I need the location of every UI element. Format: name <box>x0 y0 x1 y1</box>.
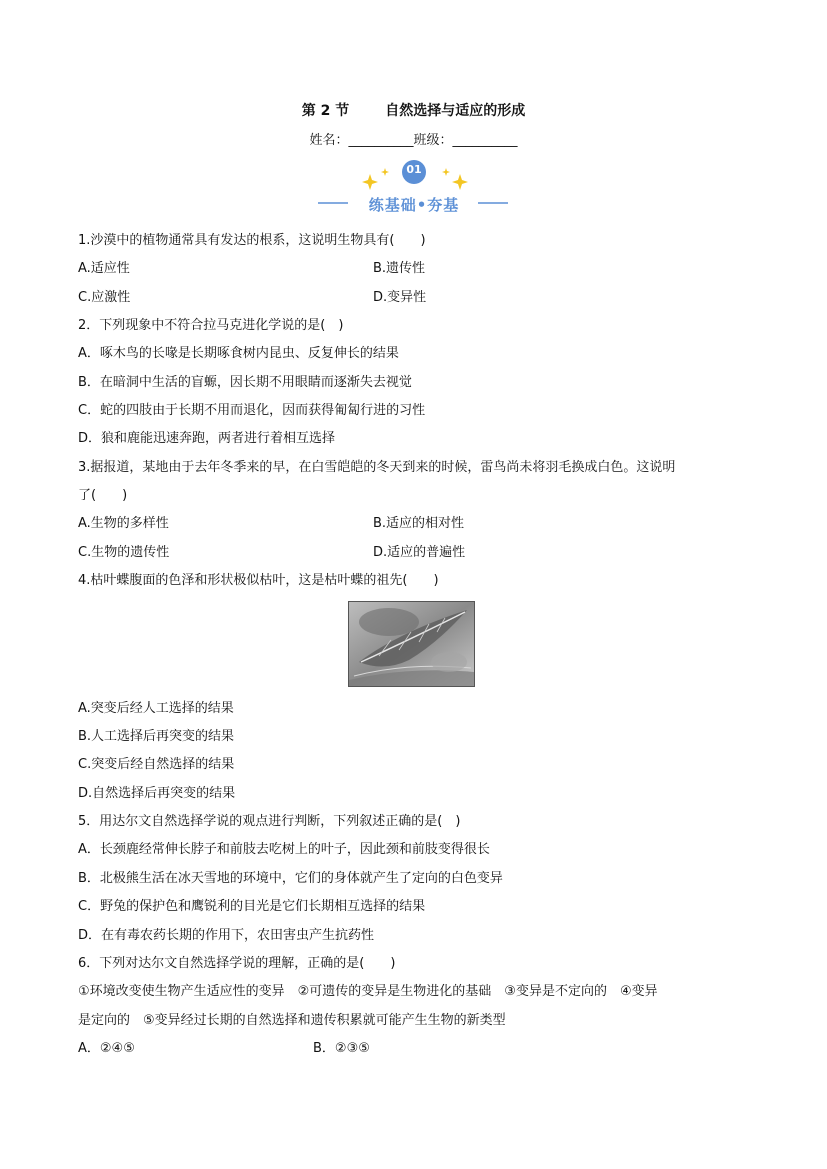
q5-option-d: D．在有毒农药长期的作用下，农田害虫产生抗药性 <box>78 928 375 943</box>
q3-option-a: A.生物的多样性 <box>78 516 169 531</box>
q2-option-c: C．蛇的四肢由于长期不用而退化，因而获得匍匐行进的习性 <box>78 403 426 418</box>
section-number: 第 2 节 <box>301 103 350 119</box>
q5-option-a: A．长颈鹿经常伸长脖子和前肢去吃树上的叶子，因此颈和前肢变得很长 <box>78 842 490 857</box>
q1-stem: 1.沙漠中的植物通常具有发达的根系，这说明生物具有( ) <box>78 233 426 248</box>
name-label: 姓名： <box>309 133 349 148</box>
q5-option-b: B．北极熊生活在冰天雪地的环境中，它们的身体就产生了定向的白色变异 <box>78 871 503 886</box>
q3-option-d: D.适应的普遍性 <box>373 545 466 560</box>
q3-stem-line1: 3.据报道，某地由于去年冬季来的早，在白雪皑皑的冬天到来的时候，雷鸟尚未将羽毛换成白色。这说明 <box>78 460 676 475</box>
section-banner <box>310 158 520 218</box>
q3-stem-line2: 了( ) <box>78 488 128 503</box>
q4-option-d: D.自然选择后再突变的结果 <box>78 786 236 801</box>
name-blank: __________ <box>348 133 414 148</box>
q6-option-a: A．②④⑤ <box>78 1041 135 1056</box>
name-class-line <box>0 129 827 148</box>
class-blank: __________ <box>452 133 518 148</box>
q1-option-c: C.应激性 <box>78 290 131 305</box>
class-label: 班级： <box>413 133 453 148</box>
q2-option-a: A．啄木鸟的长喙是长期啄食树内昆虫、反复伸长的结果 <box>78 346 399 361</box>
q5-option-c: C．野兔的保护色和鹰锐利的目光是它们长期相互选择的结果 <box>78 899 426 914</box>
dead-leaf-butterfly-photo <box>348 601 475 687</box>
q1-option-d: D.变异性 <box>373 290 427 305</box>
q3-option-b: B.适应的相对性 <box>373 516 465 531</box>
q6-stem: 6．下列对达尔文自然选择学说的理解，正确的是( ) <box>78 956 396 971</box>
q5-stem: 5．用达尔文自然选择学说的观点进行判断，下列叙述正确的是( ) <box>78 814 461 829</box>
leaf-illustration <box>349 602 474 686</box>
banner-number: 01 <box>406 163 422 176</box>
q2-option-b: B．在暗洞中生活的盲螈，因长期不用眼睛而逐渐失去视觉 <box>78 375 412 390</box>
q2-stem: 2．下列现象中不符合拉马克进化学说的是( ) <box>78 318 344 333</box>
q4-stem: 4.枯叶蝶腹面的色泽和形状极似枯叶，这是枯叶蝶的祖先( ) <box>78 573 439 588</box>
banner-text: 练基础•夯基 <box>368 196 460 214</box>
q1-option-b: B.遗传性 <box>373 261 426 276</box>
page-title <box>0 100 827 120</box>
q3-option-c: C.生物的遗传性 <box>78 545 170 560</box>
q4-option-a: A.突变后经人工选择的结果 <box>78 701 234 716</box>
q4-option-b: B.人工选择后再突变的结果 <box>78 729 235 744</box>
q6-statements-line2: 是定向的 ⑤变异经过长期的自然选择和遗传积累就可能产生生物的新类型 <box>78 1013 506 1028</box>
q6-statements-line1: ①环境改变使生物产生适应性的变异 ②可遗传的变异是生物进化的基础 ③变异是不定向的 ④变异 <box>78 984 658 999</box>
q4-option-c: C.突变后经自然选择的结果 <box>78 757 235 772</box>
q2-option-d: D．狼和鹿能迅速奔跑，两者进行着相互选择 <box>78 431 336 446</box>
q6-option-b: B．②③⑤ <box>313 1041 370 1056</box>
section-title: 自然选择与适应的形成 <box>385 103 526 119</box>
q1-option-a: A.适应性 <box>78 261 130 276</box>
